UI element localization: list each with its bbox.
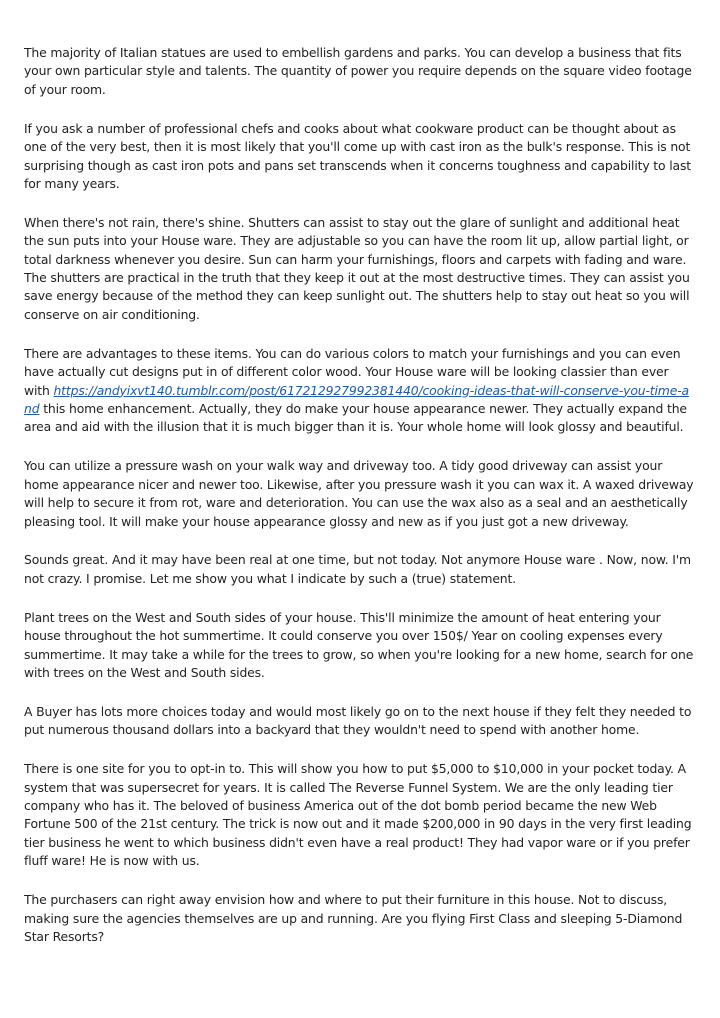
- paragraph-5: You can utilize a pressure wash on your walk way and driveway too. A tidy good driveway can assist your home appearance nicer and newer too. Likewise, after you pressure wash it you can wax it. A waxed driveway will help to secure it from rot, ware and deterioration. You can use the wax also as a seal and an aesthetically pleasing tool. It will make your house appearance glossy and new as if you just got a new driveway.: [24, 458, 694, 529]
- paragraph-10: The purchasers can right away envision how and where to put their furniture in this house. Not to discuss, making sure the agencies themselves are up and running. Are you flying First Class and sleeping 5-Diamond Star Resorts?: [24, 892, 683, 944]
- paragraph-2: If you ask a number of professional chefs and cooks about what cookware product can be thought about as one of the very best, then it is most likely that you'll come up with cast iron as the bulk's response. This is not surprising though as cast iron pots and pans set transcends when it concerns toughness and capability to last for many years.: [24, 120, 691, 191]
- paragraph-9: There is one site for you to opt-in to. This will show you how to put $5,000 to $10,000 in your pocket today. A system that was supersecret for years. It is called The Reverse Funnel System. We are the only leading tier company who has it. The beloved of business America out of the dot bomb period became the new Web Fortune 500 of the 21st century. The trick is now out and it made $200,000 in 90 days in the very first leading tier business he went to which business didn't even have a real product! They had vapor ware or if you prefer fluff ware! He is now with us.: [24, 761, 692, 869]
- document-body: [24, 44, 696, 967]
- paragraph-8: A Buyer has lots more choices today and would most likely go on to the next house if they felt they needed to put numerous thousand dollars into a backyard that they wouldn't need to spend with another home.: [24, 703, 692, 738]
- paragraph-4-text-before: There are advantages to these items. You can do various colors to match your furnishings and you can even have actually cut designs put in of different color wood. Your House ware will be looking classier than ever with: [24, 345, 681, 398]
- paragraph-6: Sounds great. And it may have been real at one time, but not today. Not anymore House ware . Now, now. I'm not crazy. I promise. Let me show you what I indicate by such a (true) statement.: [24, 552, 691, 586]
- paragraph-4: [24, 345, 696, 437]
- paragraph-4-text-after: this home enhancement. Actually, they do make your house appearance newer. They actually expand the area and aid with the illusion that it is much bigger than it is. Your whole home will look glossy and beautiful.: [24, 401, 687, 435]
- article-link[interactable]: https://andyixvt140.tumblr.com/post/617212927992381440/cooking-ideas-that-will-conserve-you-time-and: [24, 382, 689, 416]
- paragraph-3: When there's not rain, there's shine. Shutters can assist to stay out the glare of sunlight and additional heat the sun puts into your House ware. They are adjustable so you can have the room lit up, allow partial light, or total darkness whenever you desire. Sun can harm your furnishings, floors and carpets with fading and ware. The shutters are practical in the truth that they keep it out at the most destructive times. They can assist you save energy because of the method they can keep sunlight out. The shutters help to stay out heat so you will conserve on air conditioning.: [24, 214, 690, 322]
- paragraph-1: The majority of Italian statues are used to embellish gardens and parks. You can develop a business that fits your own particular style and talents. The quantity of power you require depends on the square video footage of your room.: [24, 45, 692, 97]
- paragraph-7: Plant trees on the West and South sides of your house. This'll minimize the amount of heat entering your house throughout the hot summertime. It could conserve you over 150$/ Year on cooling expenses every summertime. It may take a while for the trees to grow, so when you're looking for a new home, search for one with trees on the West and South sides.: [24, 609, 694, 680]
